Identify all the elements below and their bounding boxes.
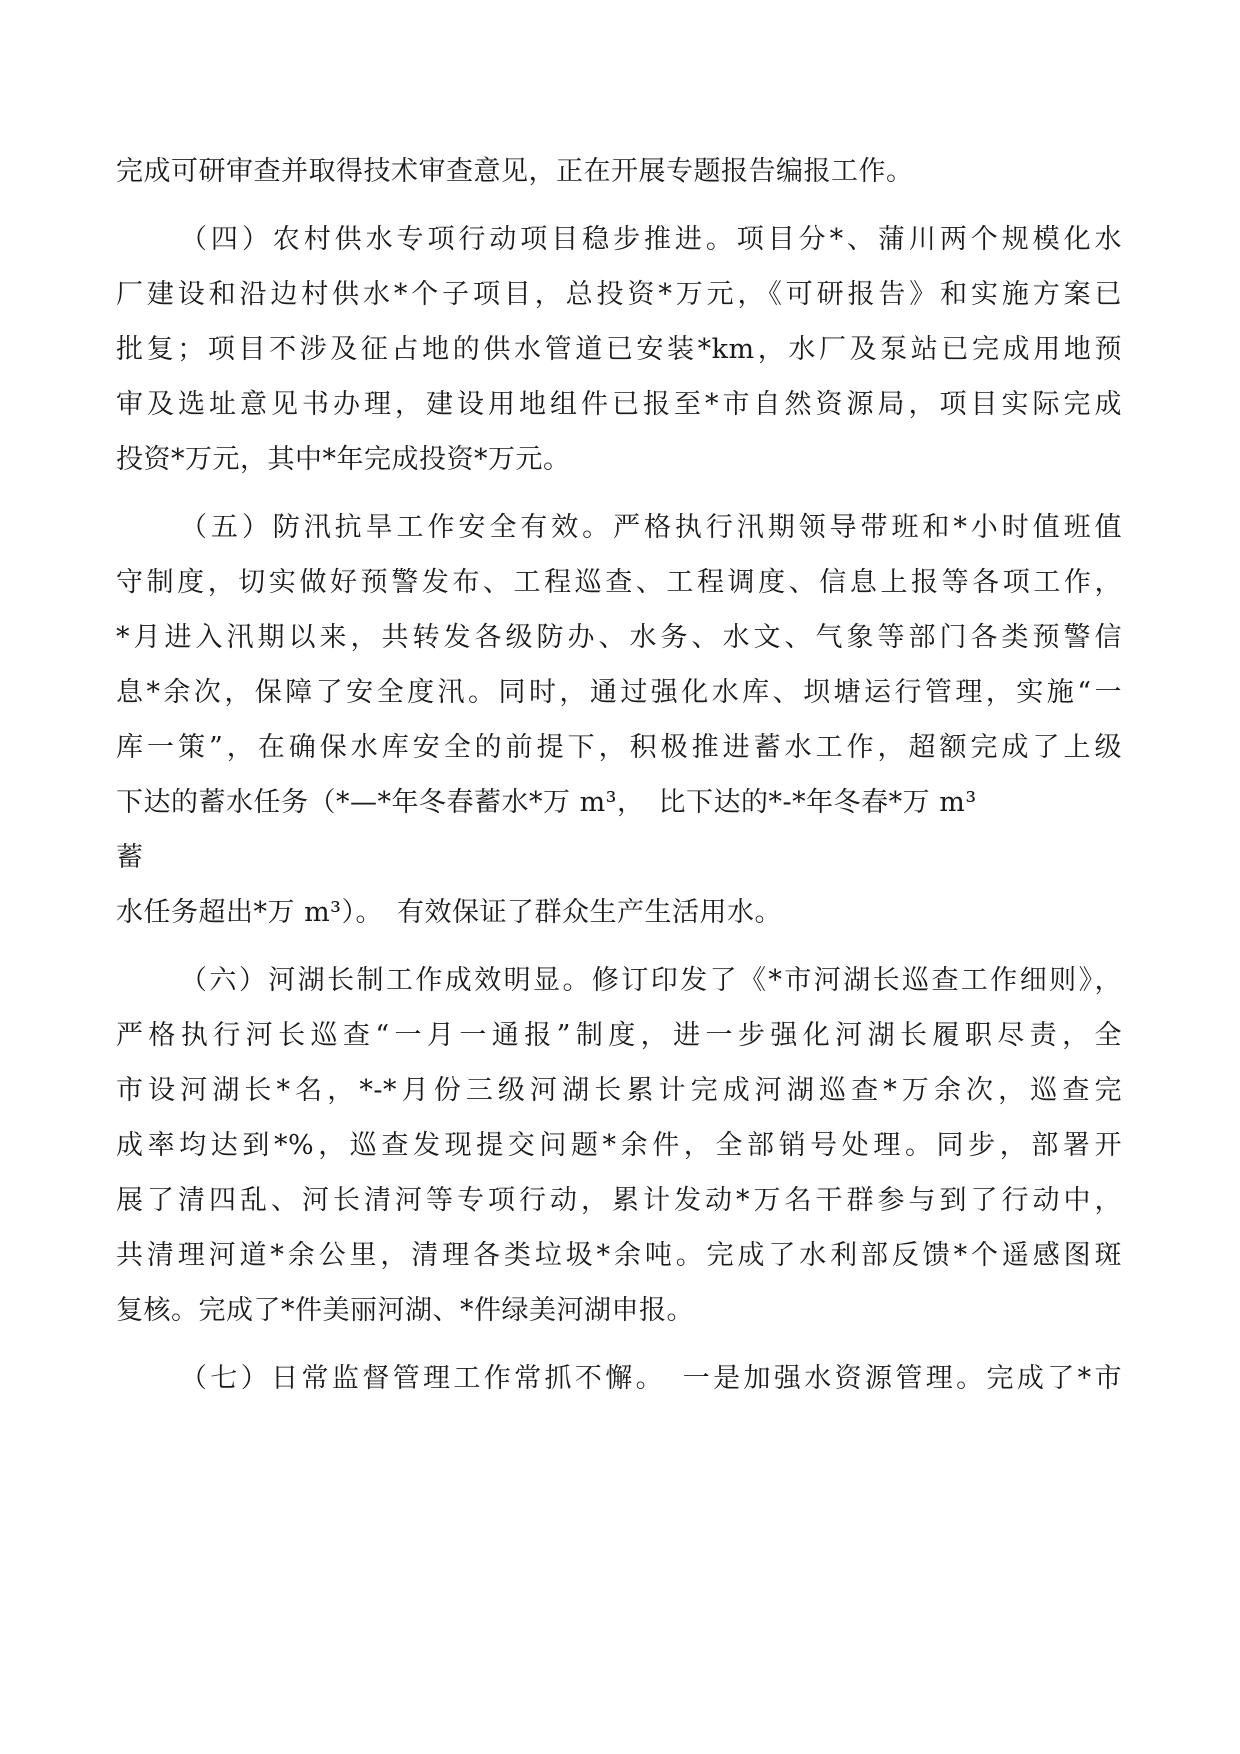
text-line: 市设河湖长*名，*-*月份三级河湖长累计完成河湖巡查*万余次，巡查完 [116, 1075, 1122, 1106]
text-line: 蓄 [116, 842, 144, 873]
text-line: 下达的蓄水任务（*—*年冬春蓄水*万 m³， 比下达的*-*年冬春*万 m³ [116, 787, 977, 818]
text-line: （四）农村供水专项行动项目稳步推进。项目分*、蒲川两个规模化水 [180, 224, 1122, 255]
text-line: 严格执行河长巡查“一月一通报”制度，进一步强化河湖长履职尽责，全 [116, 1020, 1122, 1051]
text-line: 共清理河道*余公里，清理各类垃圾*余吨。完成了水利部反馈*个遥感图斑 [116, 1240, 1122, 1271]
text-line: 投资*万元，其中*年完成投资*万元。 [116, 444, 571, 475]
text-line: *月进入汛期以来，共转发各级防办、水务、水文、气象等部门各类预警信 [116, 622, 1122, 653]
text-line: 库一策”，在确保水库安全的前提下，积极推进蓄水工作，超额完成了上级 [116, 732, 1122, 763]
text-line: （五）防汛抗旱工作安全有效。严格执行汛期领导带班和*小时值班值 [180, 512, 1122, 543]
text-line: 息*余次，保障了安全度汛。同时，通过强化水库、坝塘运行管理，实施“一 [116, 677, 1122, 708]
text-line: 厂建设和沿边村供水*个子项目，总投资*万元，《可研报告》和实施方案已 [116, 279, 1122, 310]
text-line: 完成可研审查并取得技术审查意见，正在开展专题报告编报工作。 [116, 156, 914, 187]
text-line: 复核。完成了*件美丽河湖、*件绿美河湖申报。 [116, 1295, 694, 1326]
text-line: 成率均达到*%，巡查发现提交问题*余件，全部销号处理。同步，部署开 [116, 1130, 1122, 1161]
text-line: （六）河湖长制工作成效明显。修订印发了《*市河湖长巡查工作细则》， [180, 965, 1122, 996]
text-line: 审及选址意见书办理，建设用地组件已报至*市自然资源局，项目实际完成 [116, 389, 1122, 420]
text-line: （七）日常监督管理工作常抓不懈。 一是加强水资源管理。完成了*市 [180, 1363, 1122, 1394]
text-line: 守制度，切实做好预警发布、工程巡查、工程调度、信息上报等各项工作， [116, 567, 1122, 598]
text-line: 展了清四乱、河长清河等专项行动，累计发动*万名干群参与到了行动中， [116, 1185, 1122, 1216]
text-line: 批复；项目不涉及征占地的供水管道已安装*km，水厂及泵站已完成用地预 [116, 334, 1122, 365]
text-line: 水任务超出*万 m³）。 有效保证了群众生产生活用水。 [116, 897, 783, 928]
